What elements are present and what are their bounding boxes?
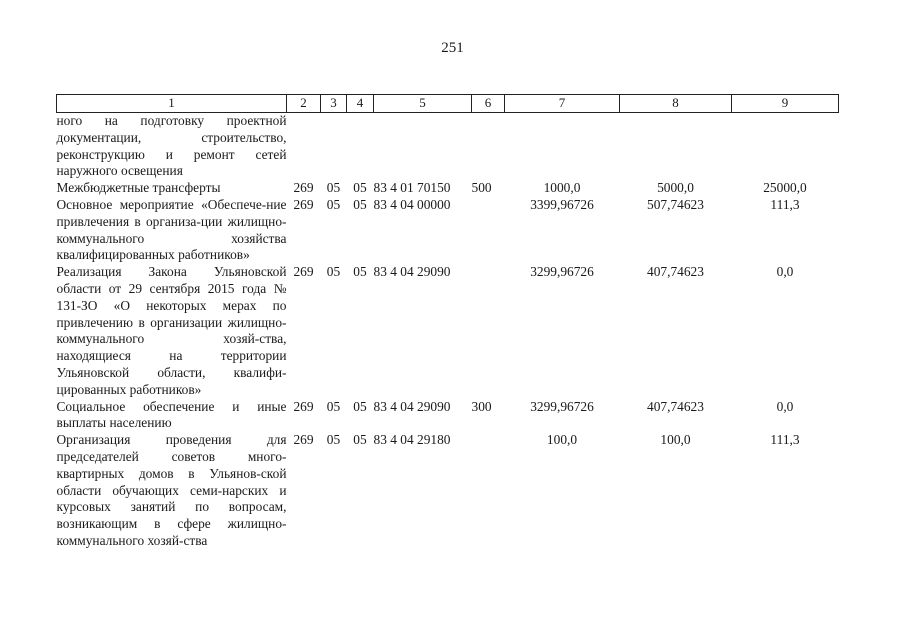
row-subsection: [347, 113, 374, 181]
row-subsection: 05: [353, 264, 367, 280]
header-cell-1: 1: [57, 95, 287, 113]
row-amount-1: 100,0: [546, 432, 578, 448]
header-cell-7: 7: [505, 95, 620, 113]
row-amount-3: [732, 113, 839, 181]
row-amount-1: 3299,96726: [530, 398, 594, 414]
row-ministry-code: 269: [293, 432, 314, 448]
row-expense-type: [472, 197, 505, 264]
row-amount-3: 0,0: [776, 398, 794, 414]
header-row: [57, 95, 839, 113]
row-amount-2: [620, 113, 732, 181]
row-amount-2: 100,0: [660, 432, 691, 448]
row-name: Реализация Закона Ульяновской области от 29 сентября 2015 года № 131-ЗО «О некоторых мерах по привлечению в организации жилищно-коммунального хозяй-ства, находящиеся на территории Ульяновской области, квалифи-цированных работников»: [56, 264, 287, 397]
row-amount-2: 407,74623: [647, 264, 704, 280]
row-subsection: 05: [353, 398, 367, 414]
row-name: ного на подготовку проектной документации, строительство, реконструкцию и ремонт сетей наружного освещения: [56, 113, 287, 179]
row-section: 05: [326, 432, 341, 448]
row-amount-2: 507,74623: [647, 196, 704, 212]
row-amount-2: 5000,0: [657, 180, 694, 196]
row-expense-type: [472, 432, 505, 550]
table-row: [57, 113, 839, 181]
header-cell-5: 5: [374, 95, 472, 113]
page-number: 251: [441, 40, 464, 56]
table-row: [57, 197, 839, 264]
row-amount-1: 1000,0: [543, 180, 581, 196]
row-ministry-code: [287, 113, 321, 181]
budget-table: [56, 94, 839, 550]
header-cell-2: 2: [287, 95, 321, 113]
row-ministry-code: 269: [293, 264, 314, 280]
row-amount-1: [505, 113, 620, 181]
row-name: Основное мероприятие «Обеспече-ние привлечения в организа-ции жилищно-коммунального хозяйства квалифицированных работников»: [56, 196, 287, 263]
row-expense-type: [472, 113, 505, 181]
row-subsection: 05: [353, 196, 367, 212]
row-amount-2: 407,74623: [647, 398, 704, 414]
row-expense-type: [472, 264, 505, 398]
row-name: Межбюджетные трансферты: [56, 180, 221, 196]
row-section: 05: [326, 264, 341, 280]
row-section: [321, 113, 347, 181]
row-target-article: 83 4 04 29180: [373, 432, 451, 448]
row-target-article: 83 4 04 00000: [373, 196, 451, 212]
row-section: 05: [326, 180, 341, 196]
row-name: Организация проведения для председателей советов много-квартирных домов в Ульянов-ской области обучающих семи-нарских и курсовых занятий по вопросам, возникающим в сфере жилищно-коммунального хозяй-ства: [56, 432, 287, 548]
table-row: [57, 399, 839, 433]
row-amount-3: 111,3: [770, 196, 800, 212]
header-cell-9: 9: [732, 95, 839, 113]
row-section: 05: [326, 398, 341, 414]
row-amount-3: 25000,0: [763, 180, 807, 196]
table-row: [57, 264, 839, 398]
row-amount-1: 3399,96726: [530, 196, 594, 212]
row-ministry-code: 269: [293, 180, 314, 196]
row-subsection: 05: [353, 432, 367, 448]
row-ministry-code: 269: [293, 196, 314, 212]
header-cell-8: 8: [620, 95, 732, 113]
row-amount-1: 3299,96726: [530, 264, 594, 280]
row-target-article: [374, 113, 472, 181]
table-row: [57, 180, 839, 197]
row-subsection: 05: [353, 180, 367, 196]
row-expense-type: 500: [471, 180, 492, 196]
header-cell-6: 6: [472, 95, 505, 113]
row-amount-3: 111,3: [770, 432, 800, 448]
header-cell-4: 4: [347, 95, 374, 113]
row-target-article: 83 4 01 70150: [373, 180, 451, 196]
row-ministry-code: 269: [293, 398, 314, 414]
table-row: [57, 432, 839, 550]
row-target-article: 83 4 04 29090: [373, 264, 451, 280]
row-expense-type: 300: [471, 398, 492, 414]
row-amount-3: 0,0: [776, 264, 794, 280]
row-section: 05: [326, 196, 341, 212]
header-cell-3: 3: [321, 95, 347, 113]
row-target-article: 83 4 04 29090: [373, 398, 451, 414]
row-name: Социальное обеспечение и иные выплаты населению: [56, 398, 287, 431]
